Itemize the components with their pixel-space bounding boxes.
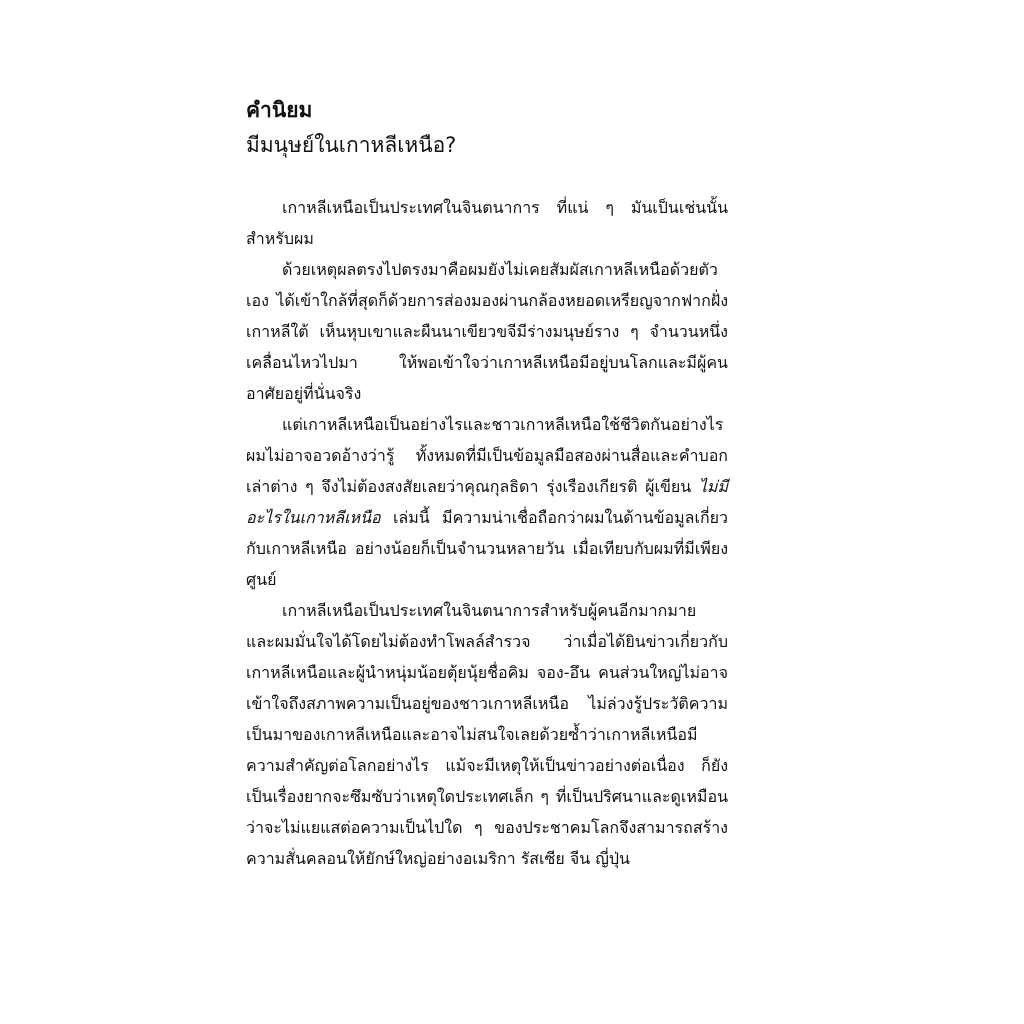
paragraph-3: [246, 409, 728, 595]
paragraph-4: เกาหลีเหนือเป็นประเทศในจินตนาการสำหรับผู้คนอีกมากมาย และผมมั่นใจได้โดยไม่ต้องทำโพลล์สำรวจ ว่าเมื่อได้ยินข่าวเกี่ยวกับเกาหลีเหนือและผู้นำหนุ่มน้อยตุ้ยนุ้ยชื่อคิม จอง-อึน คนส่วนใหญ่ไม่อาจเข้าใจถึงสภาพความเป็นอยู่ของชาวเกาหลีเหนือ ไม่ล่วงรู้ประวัติความเป็นมาของเกาหลีเหนือและอาจไม่สนใจเลยด้วยซ้ำว่าเกาหลีเหนือมีความสำคัญต่อโลกอย่างไร แม้จะมีเหตุให้เป็นข่าวอย่างต่อเนื่อง ก็ยังเป็นเรื่องยากจะซึมซับว่าเหตุใดประเทศเล็ก ๆ ที่เป็นปริศนาและดูเหมือนว่าจะไม่แยแสต่อความเป็นไปใด ๆ ของประชาคมโลกจึงสามารถสร้างความสั่นคลอนให้ยักษ์ใหญ่อย่างอเมริกา รัสเซีย จีน ญี่ปุ่น: [246, 601, 728, 868]
page-content: [246, 92, 728, 874]
paragraph-2: ด้วยเหตุผลตรงไปตรงมาคือผมยังไม่เคยสัมผัสเกาหลีเหนือด้วยตัวเอง ได้เข้าใกล้ที่สุดก็ด้วยการส่องมองผ่านกล้องหยอดเหรียญจากฟากฝั่งเกาหลีใต้ เห็นหุบเขาและผืนนาเขียวขจีมีร่างมนุษย์ราง ๆ จำนวนหนึ่งเคลื่อนไหวไปมา ให้พอเข้าใจว่าเกาหลีเหนือมีอยู่บนโลกและมีผู้คนอาศัยอยู่ที่นั่นจริง: [246, 260, 728, 403]
paragraph-3-text-after: เล่มนี้ มีความน่าเชื่อถือกว่าผมในด้านข้อมูลเกี่ยวกับเกาหลีเหนือ อย่างน้อยก็เป็นจำนวนหลายวัน เมื่อเทียบกับผมที่มีเพียงศูนย์: [246, 508, 728, 589]
paragraph-1: เกาหลีเหนือเป็นประเทศในจินตนาการ ที่แน่ ๆ มันเป็นเช่นนั้นสำหรับผม: [246, 198, 728, 248]
paragraph-3-text-before: แต่เกาหลีเหนือเป็นอย่างไรและชาวเกาหลีเหนือใช้ชีวิตกันอย่างไร ผมไม่อาจอวดอ้างว่ารู้ ทั้งหมดที่มีเป็นข้อมูลมือสองผ่านสื่อและคำบอกเล่าต่าง ๆ จึงไม่ต้องสงสัยเลยว่าคุณกุลธิดา รุ่งเรืองเกียรติ ผู้เขียน: [246, 415, 728, 496]
page-subtitle: มีมนุษย์ในเกาหลีเหนือ?: [246, 133, 457, 157]
book-title: ไม่มีอะไรในเกาหลีเหนือ: [246, 477, 728, 527]
page-title: คำนิยม: [246, 98, 313, 122]
body-text: [246, 192, 728, 874]
